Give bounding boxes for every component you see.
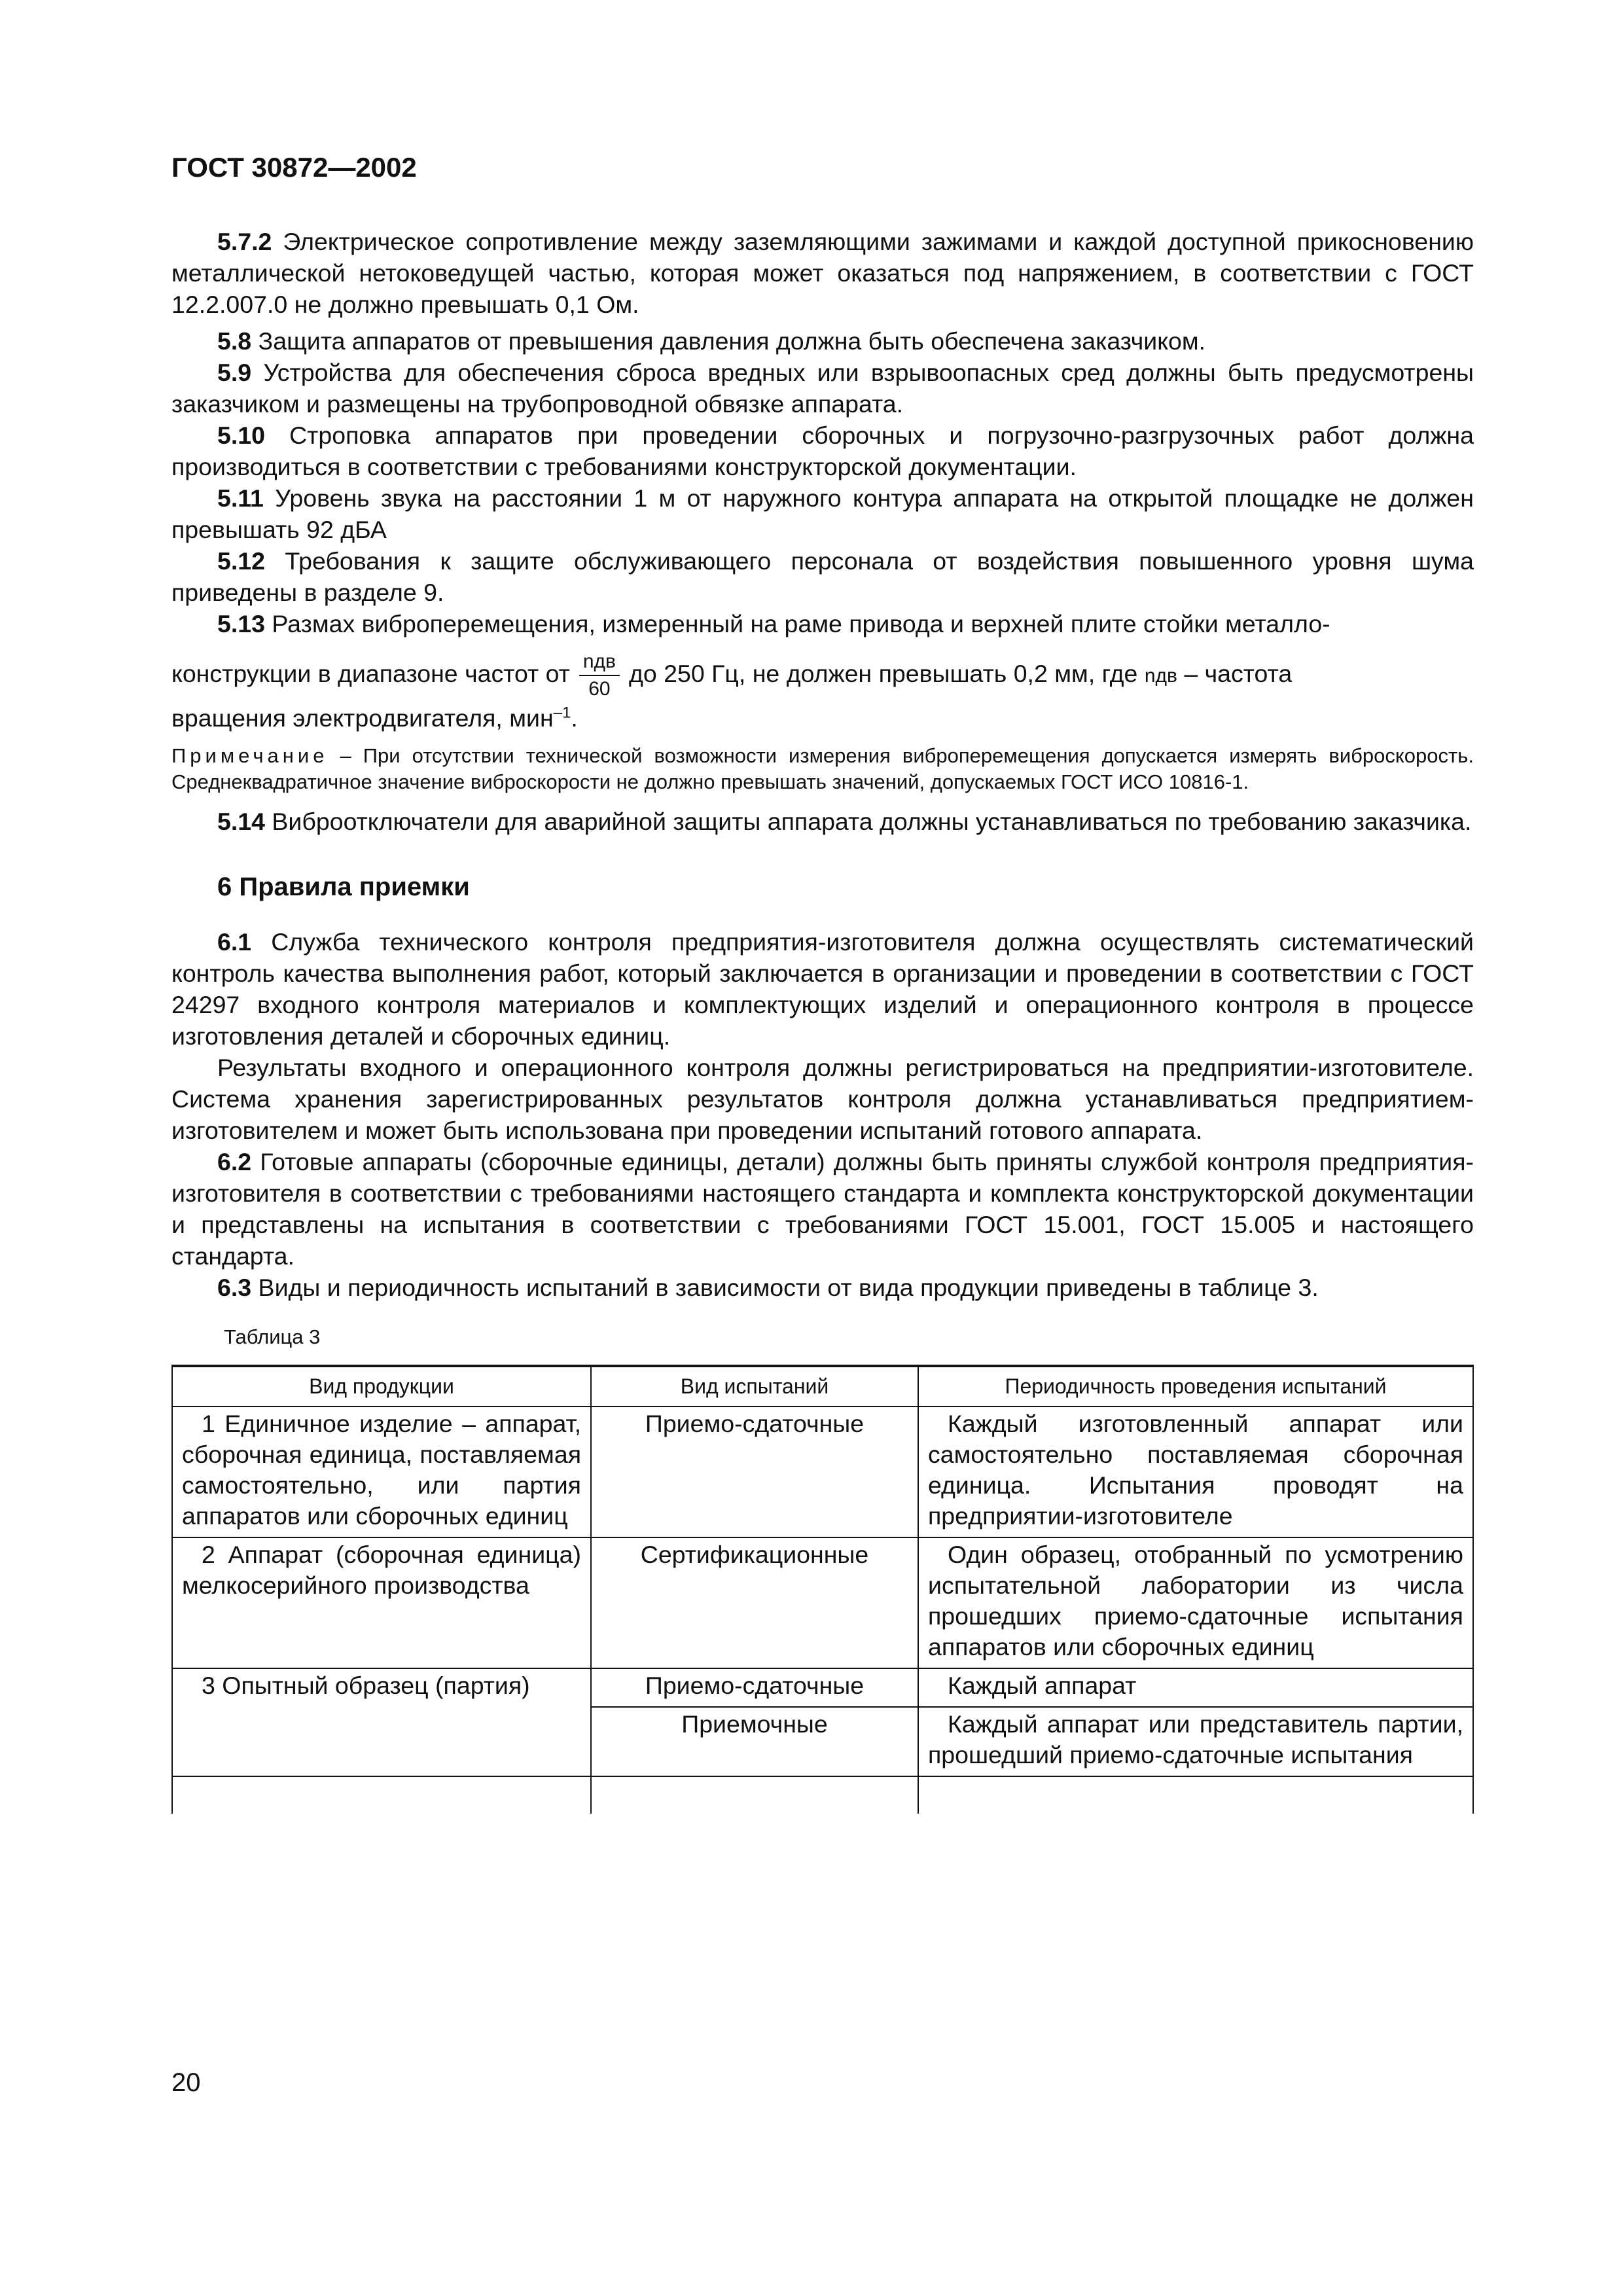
clause-5-8 [171,325,1474,357]
page-number: 20 [171,2068,201,2097]
clause-text: Требования к защите обслуживающего персонала от воздействия повышенного уровня шума приведены в разделе 9. [171,547,1474,606]
cell-period: Каждый аппарат [918,1668,1473,1707]
table-row [172,1407,1473,1537]
cell-product: 3 Опытный образец (партия) [172,1668,591,1776]
clause-5-12 [171,545,1474,608]
clause-text: Уровень звука на расстоянии 1 м от наружного контура аппарата на открытой площадке не должен превышать 92 дБА [171,484,1474,543]
cell-test: Приемо-сдаточные [591,1407,918,1537]
section-6-title: 6 Правила приемки [217,872,470,901]
clause-6-3 [171,1272,1474,1303]
clause-number: 5.11 [217,484,264,512]
note-text: – При отсутствии технической возможности измерения виброперемещения допускается измерять виброскорость. Среднеквадратичное значение виброскорости не должно превышать значений, допускаемых ГОСТ ИСО 10816-1. [171,744,1474,793]
cell-period: Каждый изготовленный аппарат или самостоятельно поставляемая сборочная единица. Испытания проводят на предприятии-изготовителе [918,1407,1473,1537]
rpm-period: . [571,704,578,732]
cell-period: Каждый аппарат или представитель партии, прошедший приемо-сдаточные испытания [918,1707,1473,1776]
clause-number: 5.13 [217,610,265,637]
note-label: Примечание [171,744,329,767]
clause-text: Устройства для обеспечения сброса вредных или взрывоопасных сред должны быть предусмотрены заказчиком и размещены на трубопроводной обвязке аппарата. [171,359,1474,418]
clause-5-13-last-line [171,702,1474,734]
clause-text: Защита аппаратов от превышения давления должна быть обеспечена заказчиком. [251,327,1206,355]
fraction-denominator: 60 [588,678,611,700]
cell-empty [172,1776,591,1814]
table-row-continuation [172,1776,1473,1814]
clause-text: Служба технического контроля предприятия-изготовителя должна осуществлять систематический контроль качества выполнения работ, который заключается в организации и проведении в соответствии с ГОСТ 24297 входного контроля материалов и комплектующих изделий и операционного контроля в процессе изготовления деталей и сборочных единиц. [171,928,1474,1050]
cell-empty [591,1776,918,1814]
cell-test: Сертификационные [591,1537,918,1668]
clause-text: Размах виброперемещения, измеренный на раме привода и верхней плите стойки металло- [265,610,1330,637]
clause-text: Виброотключатели для аварийной защиты аппарата должны устанавливаться по требованию заказчика. [265,808,1472,835]
clause-text: Строповка аппаратов при проведении сборочных и погрузочно-разгрузочных работ должна производиться в соответствии с требованиями конструкторской документации. [171,422,1474,480]
cell-test: Приемо-сдаточные [591,1668,918,1707]
clause-text: Электрическое сопротивление между заземляющими зажимами и каждой доступной прикосновению металлической нетоковедущей частью, которая может оказаться под напряжением, в соответствии с ГОСТ 12.2.007.0 не должно превышать 0,1 Ом. [171,228,1474,318]
formula-text-end: – частота [1184,659,1293,687]
cell-period: Один образец, отобранный по усмотрению испытательной лаборатории из числа прошедших приемо-сдаточные испытания аппаратов или сборочных единиц [918,1537,1473,1668]
clause-number: 5.10 [217,422,265,449]
paragraph-results: Результаты входного и операционного контроля должны регистрироваться на предприятии-изготовителе. Система хранения зарегистрированных результатов контроля должна устанавливаться предприятием-изготовителем и может быть использована при проведении испытаний готового аппарата. [171,1054,1474,1144]
ndv-symbol: nдв [1144,664,1177,687]
clause-5-9 [171,357,1474,420]
clause-5-13-formula-line [171,649,1474,702]
table-row [172,1668,1473,1707]
rpm-exponent: –1 [553,704,571,722]
clause-5-7-2 [171,226,1474,320]
page-body [171,226,1474,1814]
table-header-row [172,1366,1473,1407]
clause-5-10 [171,420,1474,482]
fraction-numerator: nдв [579,649,620,676]
formula-text-before: конструкции в диапазоне частот от [171,659,570,687]
clause-number: 5.9 [217,359,252,386]
clause-5-13 [171,608,1474,639]
clause-5-14 [171,806,1474,837]
clause-number: 6.3 [217,1274,252,1301]
cell-product: 2 Аппарат (сборочная единица) мелкосерийного производства [172,1537,591,1668]
clause-text: Виды и периодичность испытаний в зависимости от вида продукции приведены в таблице 3. [251,1274,1319,1301]
formula-text-after: до 250 Гц, не должен превышать 0,2 мм, где [628,659,1138,687]
header-test-type: Вид испытаний [591,1366,918,1407]
clause-number: 5.7.2 [217,228,272,255]
clause-number: 5.14 [217,808,265,835]
rpm-text: вращения электродвигателя, мин [171,704,554,732]
clause-number: 6.1 [217,928,252,956]
note-5-13 [171,743,1474,795]
clause-6-2 [171,1146,1474,1272]
table-3-caption: Таблица 3 [224,1325,321,1348]
cell-product: 1 Единичное изделие – аппарат, сборочная единица, поставляемая самостоятельно, или партия аппаратов или сборочных единиц [172,1407,591,1537]
header-test-period: Периодичность проведения испытаний [918,1366,1473,1407]
clause-number: 6.2 [217,1148,252,1175]
header-product-type: Вид продукции [172,1366,591,1407]
cell-empty [918,1776,1473,1814]
clause-number: 5.8 [217,327,252,355]
table-3 [171,1365,1474,1814]
page-header: ГОСТ 30872—2002 [171,152,417,183]
clause-6-1 [171,926,1474,1052]
clause-5-11 [171,482,1474,545]
clause-text: Готовые аппараты (сборочные единицы, детали) должны быть приняты службой контроля предприятия-изготовителя в соответствии с требованиями настоящего стандарта и комплекта конструкторской документации и представлены на испытания в соответствии с требованиями ГОСТ 15.001, ГОСТ 15.005 и настоящего стандарта. [171,1148,1474,1270]
table-row [172,1537,1473,1668]
frequency-fraction [579,649,620,702]
clause-number: 5.12 [217,547,265,575]
cell-test: Приемочные [591,1707,918,1776]
